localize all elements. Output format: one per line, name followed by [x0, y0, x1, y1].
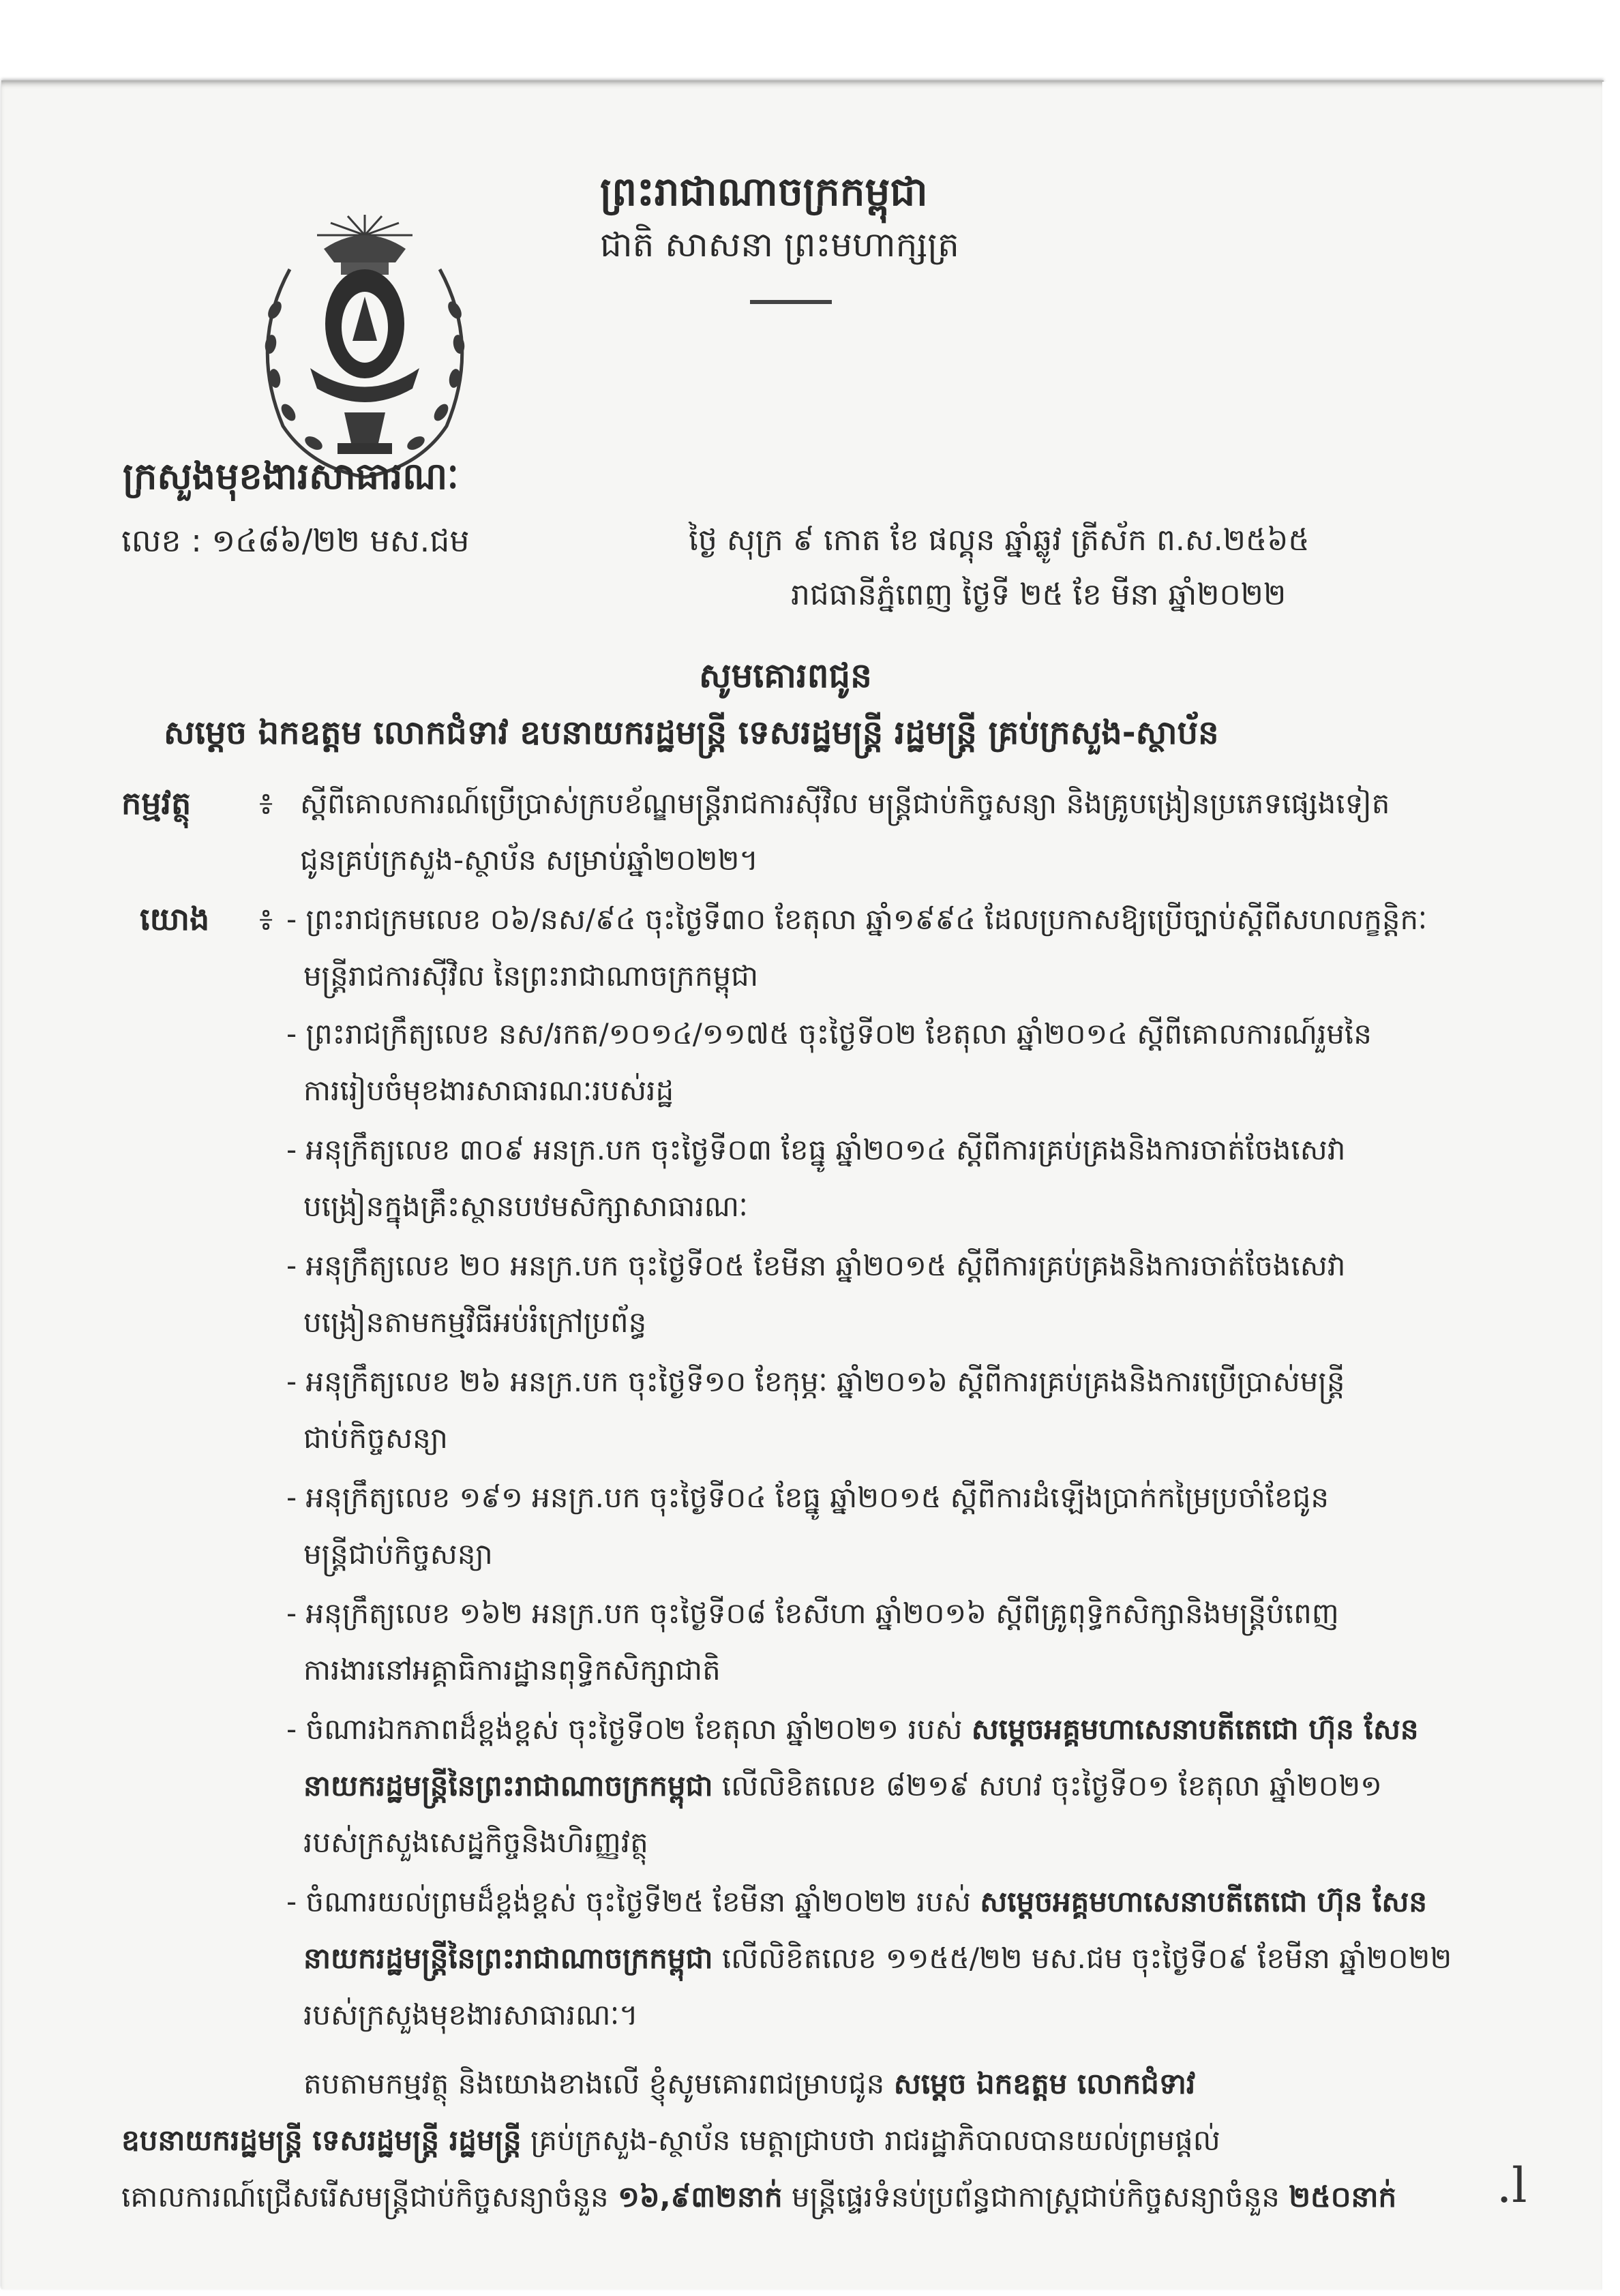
national-motto: ជាតិ សាសនា ព្រះមហាក្សត្រ: [600, 225, 959, 265]
reference-item: - អនុក្រឹត្យលេខ ២០ អនក្រ.បក ចុះថ្ងៃទី០៥ ខែមីនា ឆ្នាំ២០១៥ ស្តីពីការគ្រប់គ្រងនិងការចាត់ចែងសេវា: [286, 1249, 1346, 1282]
addressee-line: សម្តេច ឯកឧត្តម លោកជំទាវ ឧបនាយករដ្ឋមន្ត្រី ទេសរដ្ឋមន្ត្រី រដ្ឋមន្ត្រី គ្រប់ក្រសួង-ស្ថាប័ន: [164, 714, 1219, 752]
solar-date: រាជធានីភ្នំពេញ ថ្ងៃទី ២៥ ខែ មីនា ឆ្នាំ២០២២: [791, 577, 1287, 612]
body-line: [121, 2179, 1396, 2221]
reference-label: យោង: [140, 901, 210, 937]
reference-item-cont: បង្រៀនតាមកម្មវិធីអប់រំក្រៅប្រព័ន្ធ: [303, 1305, 647, 1339]
body-bold: ១៦,៩៣២នាក់: [618, 2180, 783, 2214]
reference-item: - ព្រះរាជក្រមលេខ ០៦/នស/៩៤ ចុះថ្ងៃទី៣០ ខែតុលា ឆ្នាំ១៩៩៤ ដែលប្រកាសឱ្យប្រើច្បាប់ស្តីពីសហលក្ខន្តិកៈ: [286, 903, 1428, 936]
reference-item-cont: មន្ត្រីជាប់កិច្ចសន្យា: [303, 1537, 493, 1571]
body-text: មន្ត្រីផ្ទេរទំនប់ប្រព័ន្ធជាកាស្រ្តជាប់កិច្ចសន្យាចំនួន: [782, 2180, 1289, 2214]
decision-2-end: របស់ក្រសួងមុខងារសាធារណៈ។: [303, 1998, 638, 2031]
respect-line: សូមគោរពជូន: [699, 656, 872, 695]
decision-text: - ចំណារឯកភាពដ៏ខ្ពង់ខ្ពស់ ចុះថ្ងៃទី០២ ខែតុលា ឆ្នាំ២០២១ របស់: [286, 1712, 972, 1746]
body-text: តបតាមកម្មវត្ថុ និងយោងខាងលើ ខ្ញុំសូមគោរពជម្រាបជូន: [303, 2067, 894, 2100]
handwritten-mark: .l: [1497, 2158, 1527, 2214]
reference-item: - អនុក្រឹត្យលេខ ១៩១ អនក្រ.បក ចុះថ្ងៃទី០៤ ខែធ្នូ ឆ្នាំ២០១៥ ស្តីពីការដំឡើងប្រាក់កម្រៃប្រចាំខែជូន: [286, 1481, 1330, 1514]
reference-item: - អនុក្រឹត្យលេខ ២៦ អនក្រ.បក ចុះថ្ងៃទី១០ ខែកុម្ភៈ ឆ្នាំ២០១៦ ស្តីពីការគ្រប់គ្រងនិងការប្រើប្រាស់មន្ត្រី: [286, 1365, 1345, 1398]
body-bold: ២៥០នាក់: [1289, 2180, 1397, 2214]
reference-item-cont: បង្រៀនក្នុងគ្រឹះស្ថានបឋមសិក្សាសាធារណៈ: [303, 1190, 748, 1223]
lunar-date: ថ្ងៃ សុក្រ ៩ កោត ខែ ផល្គុន ឆ្នាំឆ្លូវ ត្រីស័ក ព.ស.២៥៦៥: [689, 523, 1310, 558]
motto-divider: [750, 300, 832, 304]
subject-line: ស្តីពីគោលការណ៍ប្រើប្រាស់ក្របខ័ណ្ឌមន្ត្រីរាជការស៊ីវិល មន្ត្រីជាប់កិច្ចសន្យា និងគ្រូបង្រៀនប្រភេទផ្សេងទៀត: [300, 787, 1390, 820]
reference-item: - ព្រះរាជក្រឹត្យលេខ នស/រកត/១០១៤/១១៧៥ ចុះថ្ងៃទី០២ ខែតុលា ឆ្នាំ២០១៤ ស្តីពីគោលការណ៍រួមនៃ: [286, 1017, 1372, 1051]
prime-minister-name: សម្តេចអគ្គមហាសេនាបតីតេជោ ហ៊ុន សែន: [971, 1712, 1419, 1746]
body-bold: ឧបនាយករដ្ឋមន្ត្រី ទេសរដ្ឋមន្ត្រី រដ្ឋមន្ត្រី: [121, 2124, 522, 2157]
subject-label: កម្មវត្ថុ: [121, 785, 192, 821]
subject-colon: ៖: [259, 785, 273, 821]
reference-item: - អនុក្រឹត្យលេខ ១៦២ អនក្រ.បក ចុះថ្ងៃទី០៨ ខែសីហា ឆ្នាំ២០១៦ ស្តីពីគ្រូពុទ្ធិកសិក្សានិងមន្ត្រីបំពេញ: [286, 1597, 1339, 1630]
decision-1-line: [286, 1711, 1419, 1753]
decision-text: លើលិខិតលេខ ១១៥៥/២២ មស.ជម ចុះថ្ងៃទី០៩ ខែមីនា ឆ្នាំ២០២២: [712, 1942, 1452, 1975]
prime-minister-title: នាយករដ្ឋមន្ត្រីនៃព្រះរាជាណាចក្រកម្ពុជា: [303, 1942, 713, 1975]
reference-item-cont: មន្ត្រីរាជការស៊ីវិល នៃព្រះរាជាណាចក្រកម្ពុជា: [303, 959, 759, 993]
prime-minister-title: នាយករដ្ឋមន្ត្រីនៃព្រះរាជាណាចក្រកម្ពុជា: [303, 1769, 713, 1802]
decision-text: លើលិខិតលេខ ៨២១៩ សហវ ចុះថ្ងៃទី០១ ខែតុលា ឆ្នាំ២០២១: [712, 1769, 1382, 1802]
decision-2-line: [303, 1940, 1452, 1982]
reference-number: លេខ : ១៤៨៦/២២ មស.ជម: [121, 522, 470, 559]
ministry-name: ក្រសួងមុខងារសាធារណៈ: [123, 455, 459, 498]
body-line: [121, 2122, 1220, 2164]
decision-1-line: [303, 1768, 1382, 1810]
body-bold: សម្តេច ឯកឧត្តម លោកជំទាវ: [893, 2067, 1196, 2100]
page-edge: [1602, 82, 1620, 2296]
prime-minister-name: សម្តេចអគ្គមហាសេនាបតីតេជោ ហ៊ុន សែន: [980, 1885, 1428, 1918]
subject-line: ជូនគ្រប់ក្រសួង-ស្ថាប័ន សម្រាប់ឆ្នាំ២០២២។: [300, 843, 759, 877]
reference-item-cont: ការងារនៅអគ្គាធិការដ្ឋានពុទ្ធិកសិក្សាជាតិ: [303, 1653, 721, 1687]
decision-2-line: [286, 1884, 1427, 1926]
reference-item-cont: ជាប់កិច្ចសន្យា: [303, 1421, 448, 1455]
reference-item: - អនុក្រឹត្យលេខ ៣០៩ អនក្រ.បក ចុះថ្ងៃទី០៣ ខែធ្នូ ឆ្នាំ២០១៤ ស្តីពីការគ្រប់គ្រងនិងការចាត់ចែងសេវា: [286, 1133, 1346, 1166]
decision-text: - ចំណារយល់ព្រមដ៏ខ្ពង់ខ្ពស់ ចុះថ្ងៃទី២៥ ខែមីនា ឆ្នាំ២០២២ របស់: [286, 1885, 980, 1918]
kingdom-title: ព្រះរាជាណាចក្រកម្ពុជា: [600, 168, 928, 215]
reference-item-cont: ការរៀបចំមុខងារសាធារណៈរបស់រដ្ឋ: [303, 1074, 674, 1107]
body-text: គ្រប់ក្រសួង-ស្ថាប័ន មេត្តាជ្រាបថា រាជរដ្ឋាភិបាលបានយល់ព្រមផ្តល់: [521, 2124, 1220, 2157]
body-line: [303, 2066, 1195, 2108]
decision-1-end: របស់ក្រសួងសេដ្ឋកិច្ចនិងហិរញ្ញវត្ថុ: [303, 1826, 648, 1859]
reference-colon: ៖: [259, 901, 273, 937]
body-text: គោលការណ៍ជ្រើសរើសមន្ត្រីជាប់កិច្ចសន្យាចំនួន: [121, 2180, 618, 2214]
